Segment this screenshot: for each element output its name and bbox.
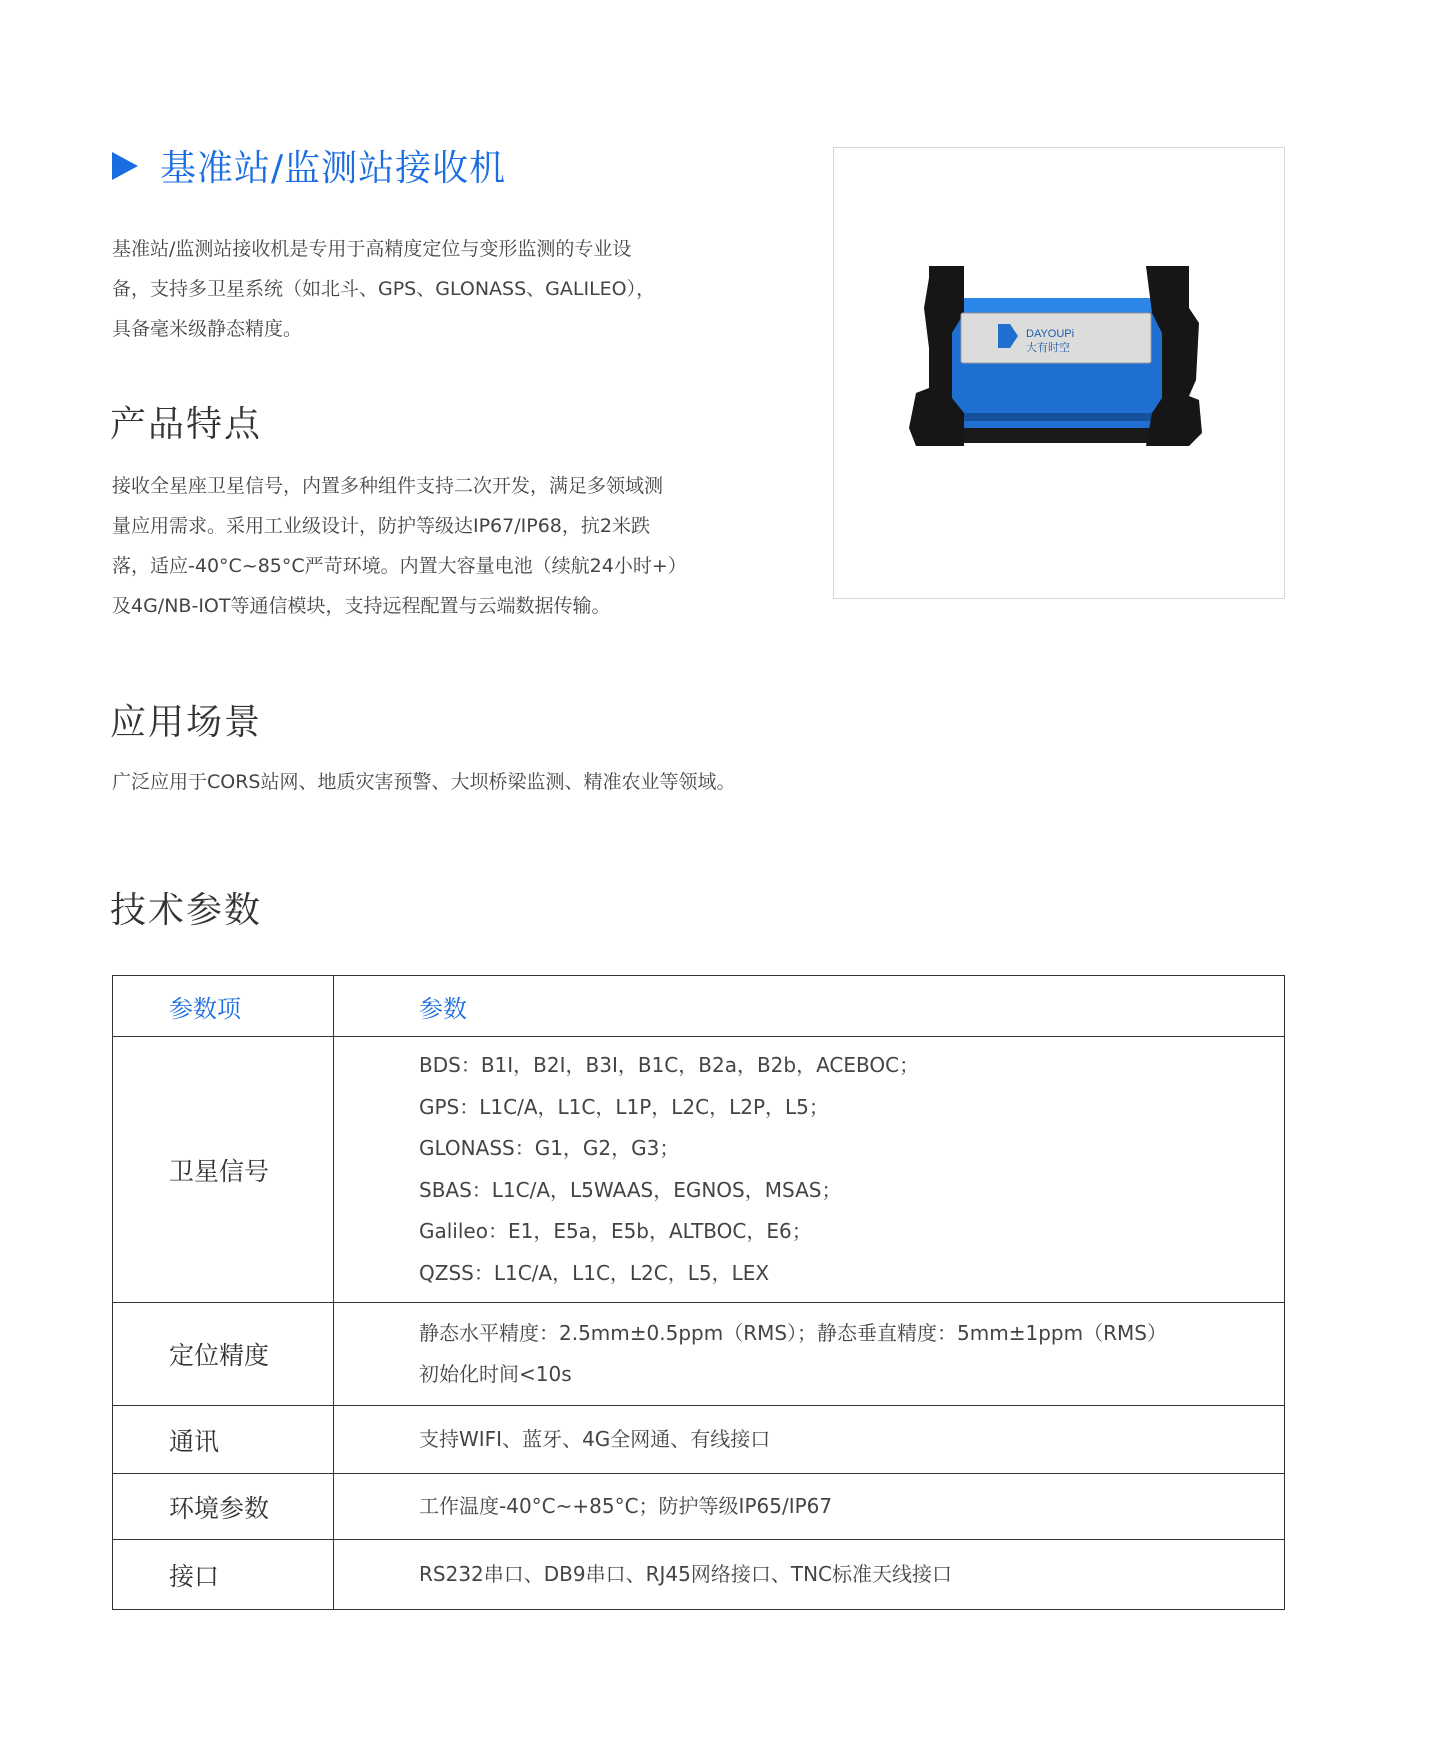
table-row [113, 1037, 1285, 1303]
intro-line: 具备毫米级静态精度。 [112, 318, 303, 340]
play-triangle-icon [112, 152, 138, 180]
page-title: 基准站/监测站接收机 [160, 148, 507, 189]
applications-text: 广泛应用于CORS站网、地质灾害预警、大坝桥梁监测、精准农业等领域。 [112, 771, 736, 793]
row-value-line: GPS：L1C/A，L1C，L1P，L2C，L2P，L5； [419, 1094, 829, 1119]
features-heading: 产品特点 [110, 404, 263, 445]
row-values [334, 1540, 1285, 1610]
row-values [334, 1303, 1285, 1406]
brand-name-cn: 大有时空 [1026, 341, 1070, 354]
header-item: 参数项 [113, 976, 334, 1037]
row-value-line: 静态水平精度：2.5mm±0.5ppm（RMS）；静态垂直精度：5mm±1ppm（RMS） [419, 1320, 1167, 1345]
row-value-line: 工作温度-40°C~+85°C；防护等级IP65/IP67 [419, 1493, 833, 1518]
specs-heading: 技术参数 [110, 890, 263, 931]
applications-heading: 应用场景 [110, 702, 263, 743]
receiver-device-illustration [834, 148, 1286, 600]
features-paragraph [112, 466, 732, 626]
row-value-line: RS232串口、DB9串口、RJ45网络接口、TNC标准天线接口 [419, 1561, 952, 1586]
row-value-line: SBAS：L1C/A，L5WAAS，EGNOS，MSAS； [419, 1177, 842, 1202]
table-row [113, 1540, 1285, 1610]
row-value-line: BDS：B1I，B2I，B3I，B1C，B2a，B2b，ACEBOC； [419, 1053, 920, 1077]
features-line: 接收全星座卫星信号，内置多种组件支持二次开发，满足多领域测 [112, 475, 664, 497]
row-values [334, 1037, 1285, 1303]
row-value-line: Galileo：E1，E5a，E5b，ALTBOC，E6； [419, 1219, 812, 1243]
intro-paragraph [112, 229, 712, 349]
section-header [112, 140, 506, 191]
header-value: 参数 [334, 976, 1285, 1037]
specs-table [112, 975, 1285, 1610]
product-image [833, 147, 1285, 599]
row-value-line: QZSS：L1C/A，L1C，L2C，L5，LEX [419, 1260, 770, 1285]
row-name: 环境参数 [113, 1474, 334, 1540]
row-values [334, 1406, 1285, 1474]
row-name: 定位精度 [113, 1303, 334, 1406]
table-row [113, 1406, 1285, 1474]
row-name: 通讯 [113, 1406, 334, 1474]
features-line: 量应用需求。采用工业级设计，防护等级达IP67/IP68，抗2米跌 [112, 515, 650, 537]
table-row [113, 1303, 1285, 1406]
features-line: 及4G/NB-IOT等通信模块，支持远程配置与云端数据传输。 [112, 595, 611, 617]
row-name: 卫星信号 [113, 1037, 334, 1303]
table-row [113, 1474, 1285, 1540]
row-value-line: 支持WIFI、蓝牙、4G全网通、有线接口 [419, 1426, 771, 1451]
intro-line: 备，支持多卫星系统（如北斗、GPS、GLONASS、GALILEO）， [112, 278, 656, 300]
intro-line: 基准站/监测站接收机是专用于高精度定位与变形监测的专业设 [112, 238, 632, 260]
features-line: 落，适应-40°C~85°C严苛环境。内置大容量电池（续航24小时+） [112, 555, 687, 577]
row-name: 接口 [113, 1540, 334, 1610]
table-header-row [113, 976, 1285, 1037]
row-value-line: 初始化时间<10s [419, 1362, 572, 1386]
row-values [334, 1474, 1285, 1540]
brand-name-en: DAYOUPi [1026, 328, 1075, 340]
row-value-line: GLONASS：G1，G2，G3； [419, 1136, 680, 1160]
